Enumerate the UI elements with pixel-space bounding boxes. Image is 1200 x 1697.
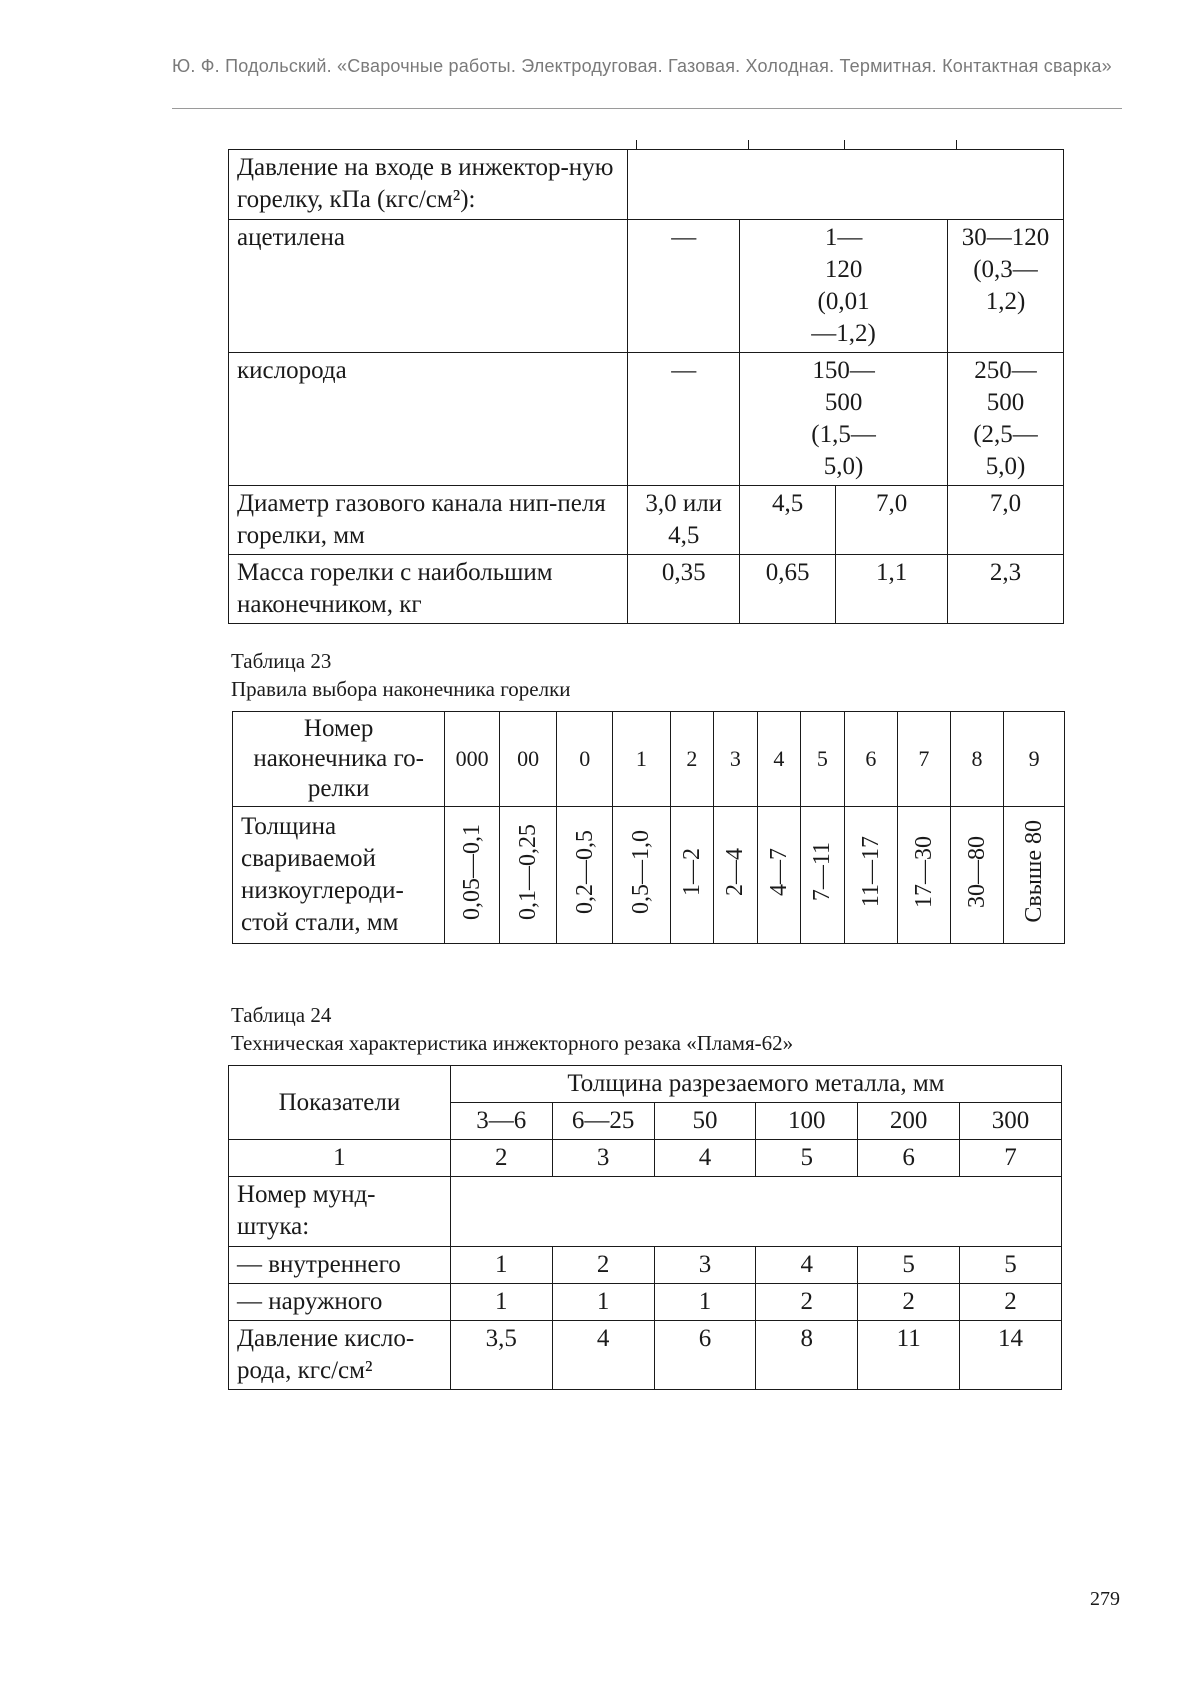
column-tick <box>956 140 957 149</box>
thickness-value: 7—11 <box>809 841 836 902</box>
col-number: 3 <box>552 1140 654 1177</box>
acetylene-v3: 30—120 (0,3—1,2) <box>948 220 1064 353</box>
tip-cell: 3 <box>714 712 757 807</box>
tip-cell: 9 <box>1004 712 1065 807</box>
thickness-value: 4—7 <box>765 847 792 896</box>
mass-v3: 1,1 <box>836 555 948 624</box>
thickness-cell <box>844 807 898 944</box>
diameter-v4: 7,0 <box>948 486 1064 555</box>
inner-value: 5 <box>858 1247 960 1284</box>
tip-cell: 000 <box>445 712 500 807</box>
thickness-col-header: 50 <box>654 1103 756 1140</box>
table-23-number: Таблица 23 <box>231 649 332 673</box>
outer-value: 2 <box>858 1284 960 1321</box>
outer-value: 1 <box>654 1284 756 1321</box>
outer-value: 1 <box>450 1284 552 1321</box>
table-24-title: Техническая характеристика инжекторного резака «Пламя-62» <box>231 1031 794 1055</box>
thickness-value: 17—30 <box>910 835 937 908</box>
thickness-value: Свыше 80 <box>1021 820 1048 923</box>
acetylene-v2: 1—120 (0,01—1,2) <box>740 220 948 353</box>
thickness-col-header: 200 <box>858 1103 960 1140</box>
acetylene-label: ацетилена <box>229 220 628 353</box>
page-number: 279 <box>1090 1588 1120 1610</box>
oxygen-label: кислорода <box>229 353 628 486</box>
mouthpiece-label: Номер мунд-штука: <box>229 1177 451 1247</box>
mass-v4: 2,3 <box>948 555 1064 624</box>
inner-value: 4 <box>756 1247 858 1284</box>
column-tick <box>844 140 845 149</box>
tip-cell: 4 <box>757 712 800 807</box>
mass-label: Масса горелки с наибольшим наконечником, кг <box>229 555 628 624</box>
inner-value: 5 <box>960 1247 1062 1284</box>
diameter-v2: 4,5 <box>740 486 836 555</box>
tip-selection-table <box>232 711 1065 944</box>
col-number: 6 <box>858 1140 960 1177</box>
thickness-value: 0,2—0,5 <box>571 829 598 914</box>
thickness-cell <box>613 807 671 944</box>
table-24-number: Таблица 24 <box>231 1003 332 1027</box>
tip-cell: 2 <box>670 712 713 807</box>
tip-cell: 6 <box>844 712 898 807</box>
col-number: 7 <box>960 1140 1062 1177</box>
thickness-col-header: 6—25 <box>552 1103 654 1140</box>
column-tick <box>748 140 749 149</box>
oxygen-pressure-value: 8 <box>756 1321 858 1390</box>
thickness-cell <box>1004 807 1065 944</box>
thickness-col-header: 3—6 <box>450 1103 552 1140</box>
pressure-row-label: Давление на входе в инжектор-ную горелку, кПа (кгс/см²): <box>229 150 628 220</box>
thickness-cell <box>445 807 500 944</box>
indicators-header: Показатели <box>229 1066 451 1140</box>
thickness-value: 0,05—0,1 <box>459 823 486 920</box>
inner-label: — внутреннего <box>229 1247 451 1284</box>
thickness-cell <box>714 807 757 944</box>
thickness-cell <box>499 807 557 944</box>
thickness-cell <box>670 807 713 944</box>
thickness-cell <box>898 807 951 944</box>
thickness-value: 1—2 <box>678 847 705 896</box>
pressure-row-empty <box>628 150 1064 220</box>
thickness-value: 11—17 <box>857 835 884 908</box>
oxygen-v3: 250—500 (2,5—5,0) <box>948 353 1064 486</box>
mouthpiece-empty <box>450 1177 1061 1247</box>
col-number: 2 <box>450 1140 552 1177</box>
column-tick <box>636 140 637 149</box>
thickness-value: 0,1—0,25 <box>515 823 542 920</box>
tip-cell: 5 <box>801 712 844 807</box>
tip-cell: 1 <box>613 712 671 807</box>
thickness-col-header: 300 <box>960 1103 1062 1140</box>
col-number: 1 <box>229 1140 451 1177</box>
outer-label: — наружного <box>229 1284 451 1321</box>
acetylene-v1: — <box>628 220 740 353</box>
thickness-value: 2—4 <box>722 847 749 896</box>
tip-cell: 8 <box>950 712 1004 807</box>
tip-cell: 00 <box>499 712 557 807</box>
running-header: Ю. Ф. Подольский. «Сварочные работы. Электродуговая. Газовая. Холодная. Термитная. Контактная сварка» <box>172 56 1112 76</box>
col-number: 4 <box>654 1140 756 1177</box>
inner-value: 3 <box>654 1247 756 1284</box>
oxygen-pressure-value: 4 <box>552 1321 654 1390</box>
thickness-value: 0,5—1,0 <box>628 829 655 914</box>
thickness-cell <box>757 807 800 944</box>
thickness-value: 30—80 <box>963 835 990 908</box>
thickness-cell <box>557 807 613 944</box>
outer-value: 2 <box>960 1284 1062 1321</box>
diameter-v3: 7,0 <box>836 486 948 555</box>
cutter-specs-table <box>228 1065 1062 1390</box>
thickness-col-header: 100 <box>756 1103 858 1140</box>
mass-v1: 0,35 <box>628 555 740 624</box>
outer-value: 2 <box>756 1284 858 1321</box>
inner-value: 1 <box>450 1247 552 1284</box>
header-divider <box>172 108 1122 109</box>
oxygen-v1: — <box>628 353 740 486</box>
oxygen-pressure-value: 14 <box>960 1321 1062 1390</box>
inner-value: 2 <box>552 1247 654 1284</box>
diameter-v1: 3,0 или 4,5 <box>628 486 740 555</box>
thickness-row-label: Толщина свариваемой низкоуглероди-стой стали, мм <box>233 807 445 944</box>
tip-number-header: Номер наконечника го-релки <box>233 712 445 807</box>
oxygen-v2: 150—500 (1,5—5,0) <box>740 353 948 486</box>
table-23-title: Правила выбора наконечника горелки <box>231 677 571 701</box>
tip-cell: 7 <box>898 712 951 807</box>
torch-specs-table-continued <box>228 149 1064 624</box>
thickness-group-header: Толщина разрезаемого металла, мм <box>450 1066 1061 1103</box>
mass-v2: 0,65 <box>740 555 836 624</box>
thickness-cell <box>801 807 844 944</box>
oxygen-pressure-value: 3,5 <box>450 1321 552 1390</box>
col-number: 5 <box>756 1140 858 1177</box>
thickness-cell <box>950 807 1004 944</box>
oxygen-pressure-value: 11 <box>858 1321 960 1390</box>
diameter-label: Диаметр газового канала нип-пеля горелки, мм <box>229 486 628 555</box>
tip-cell: 0 <box>557 712 613 807</box>
oxygen-pressure-label: Давление кисло-рода, кгс/см² <box>229 1321 451 1390</box>
outer-value: 1 <box>552 1284 654 1321</box>
oxygen-pressure-value: 6 <box>654 1321 756 1390</box>
